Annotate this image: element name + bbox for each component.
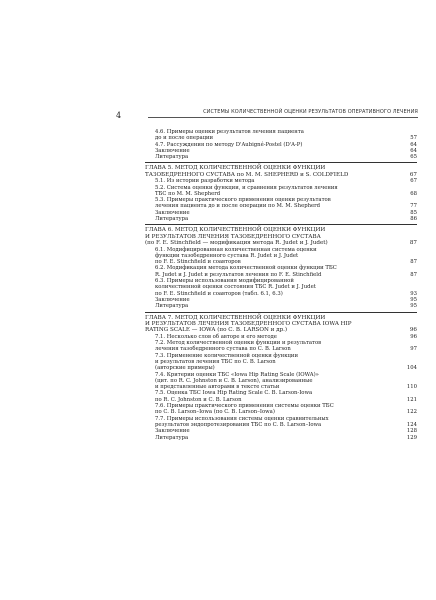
toc-entry-page: 77 (410, 203, 417, 210)
page-number: 4 (116, 111, 122, 120)
toc-entry-title: 7.7. Примеры использования системы оценки сравнительных результатов эндопротезирования ТБС по C. B. Larson–Iowa (155, 415, 329, 428)
toc-entry (145, 390, 417, 403)
toc-entry-title: 6.1. Модифицированная количественная система оценки функции тазобедренного сустава R. Judet и J. Judet по F. E. Stinchfield и соавторов (155, 246, 317, 266)
toc-entry-title: 7.6. Примеры практического применения системы оценки ТБС по C. B. Larson–Iowa (по C. B. Larson–Iowa) (155, 403, 334, 416)
toc-chapter-heading (145, 165, 417, 178)
toc-entry (145, 216, 417, 222)
toc-chapter-heading (145, 227, 417, 246)
toc-entry-title: Заключение (155, 209, 190, 216)
toc-entry-title: 4.7. Рассуждения по методу D'Aubigné-Postel (D'A-P) (155, 141, 303, 148)
toc-chapter-heading (145, 315, 417, 334)
toc-section (145, 162, 417, 222)
toc-entry-page: 110 (406, 384, 417, 391)
toc-entry-page: 87 (410, 259, 417, 266)
header-rule (148, 117, 418, 118)
toc-entry-title: Заключение (155, 428, 190, 435)
toc-section (145, 224, 417, 309)
running-title: СИСТЕМЫ КОЛИЧЕСТВЕННОЙ ОЦЕНКИ РЕЗУЛЬТАТОВ ОПЕРАТИВНОГО ЛЕЧЕНИЯ (203, 109, 418, 115)
toc-entry (145, 416, 417, 429)
toc-entry-title: 7.5. Оценка ТБС Iowa Hip Rating Scale C. B. Larson-Iowa по R. C. Johnston и C. B. Larson (155, 390, 313, 403)
toc-entry-page: 128 (406, 428, 417, 435)
toc-entry-title: 7.2. Метод количественной оценки функции и результатов лечения тазобедренного сустава по C. B. Larson (155, 340, 322, 353)
toc-entry-page: 129 (406, 434, 417, 441)
toc-entry-page: 96 (409, 327, 417, 334)
toc-entry (145, 154, 417, 160)
toc-entry (145, 372, 417, 391)
toc-section (145, 312, 417, 441)
toc-entry (145, 303, 417, 309)
toc-entry-title: Заключение (155, 296, 190, 303)
toc-entry-page: 104 (406, 365, 417, 372)
toc-entry-title: 6.3. Примеры использования модифицированной количественной оценки состояния ТБС R. Judet и J. Judet по F. E. Stinchfield и соавторов (табл. 6.1, 6.3) (155, 278, 316, 297)
toc-entry (145, 278, 417, 297)
toc-entry-page: 124 (406, 421, 417, 428)
toc-entry (145, 353, 417, 372)
toc-entry-title: ГЛАВА 5. МЕТОД КОЛИЧЕСТВЕННОЙ ОЦЕНКИ ФУНКЦИИ ТАЗОБЕДРЕННОГО СУСТАВА по M. M. SHEPHERD и S. COLDFIELD (145, 165, 349, 178)
toc-entry-title: 5.2. Система оценки функции, и сравнения результатов лечения ТБС по M. M. Shepherd (155, 184, 338, 197)
toc-entry (145, 340, 417, 353)
toc-entry-page: 67 (410, 178, 417, 185)
toc-entry-page: 95 (410, 296, 417, 303)
toc-entry-title: ГЛАВА 6. МЕТОД КОЛИЧЕСТВЕННОЙ ОЦЕНКИ ФУНКЦИИ И РЕЗУЛЬТАТОВ ЛЕЧЕНИЯ ТАЗОБЕДРЕННОГО СУСТАВА (по F. E. Stinchfield — модификация метода R. Judet и J. Judet) (145, 227, 328, 247)
toc-entry-title: Литература (155, 434, 189, 441)
toc-entry-page: 86 (410, 216, 417, 223)
toc-entry-title: 4.6. Примеры оценки результатов лечения пациента до и после операции (155, 129, 304, 142)
toc-entry (145, 247, 417, 266)
toc-entry (145, 129, 417, 142)
toc-entry-title: Литература (155, 303, 189, 310)
toc-entry-title: 7.3. Применение количественной оценки функции и результатов лечения ТБС по C. B. Larson (авторские примеры) (155, 352, 298, 372)
toc-entry (145, 403, 417, 416)
toc-entry-page: 87 (410, 271, 417, 278)
toc-entry-title: 5.3. Примеры практического применения оценки результатов лечения пациента до и после операции по M. M. Shepherd (155, 197, 331, 210)
toc-entry-title: Заключение (155, 147, 190, 154)
toc-entry-page: 64 (410, 141, 417, 148)
toc-entry-page: 93 (410, 290, 417, 297)
toc-entry-page: 97 (410, 346, 417, 353)
toc-entry-page: 64 (410, 147, 417, 154)
toc-entry-page: 68 (410, 190, 417, 197)
toc-section (145, 129, 417, 160)
toc-entry-page: 85 (410, 209, 417, 216)
toc-entry-page: 122 (406, 409, 417, 416)
table-of-contents (145, 129, 417, 443)
toc-entry-page: 121 (406, 396, 417, 403)
toc-entry-page: 87 (409, 240, 417, 247)
toc-entry-title: ГЛАВА 7. МЕТОД КОЛИЧЕСТВЕННОЙ ОЦЕНКИ ФУНКЦИИ И РЕЗУЛЬТАТОВ ЛЕЧЕНИЯ ТАЗОБЕДРЕННОГО СУСТАВА IOWA HIP RATING SCALE — IOWA (по C. B. LARSON и др.) (145, 314, 352, 334)
toc-entry-title: Литература (155, 154, 189, 161)
toc-entry-page: 67 (409, 171, 417, 178)
toc-entry-page: 57 (410, 135, 417, 142)
toc-entry-title: 5.1. Из истории разработки метода (155, 178, 255, 185)
toc-entry-title: 7.1. Несколько слов об авторе и его методе (155, 333, 277, 340)
toc-entry-page: 65 (410, 154, 417, 161)
toc-entry (145, 435, 417, 441)
toc-entry-page: 95 (410, 303, 417, 310)
toc-entry (145, 265, 417, 278)
toc-entry-page: 96 (410, 333, 417, 340)
toc-entry-title: Литература (155, 216, 189, 223)
toc-entry-title: 7.4. Критерии оценки ТБС «Iowa Hip Rating Scale (IOWA)» (цит. по R. C. Johnston и C. B. Larson), анализированные и представленные авторами в тексте статьи (155, 371, 319, 391)
toc-entry (145, 197, 417, 210)
toc-entry-title: 6.2. Модификация метода количественной оценки функции ТБС R. Judet и J. Judet и результатов лечения по F. E. Stinchfield (155, 265, 337, 278)
toc-entry (145, 185, 417, 198)
